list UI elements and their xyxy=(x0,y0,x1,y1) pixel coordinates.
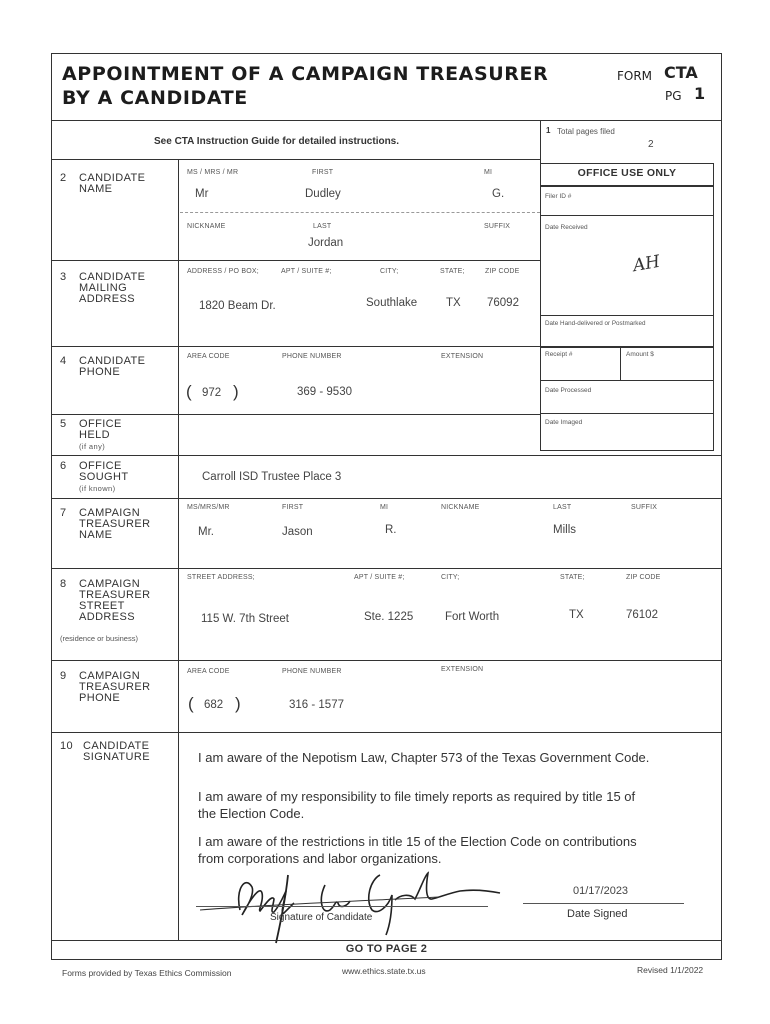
s2-suffix-field: SUFFIX xyxy=(484,223,511,230)
s9-label: 9 CAMPAIGN TREASURER PHONE xyxy=(60,670,151,704)
s4-phone-value: 369 - 9530 xyxy=(297,386,352,398)
page-label: PG xyxy=(665,89,682,103)
s3-address-field: ADDRESS / PO BOX; xyxy=(187,268,259,275)
s2-title-value: Mr xyxy=(195,188,209,200)
footer-provider: Forms provided by Texas Ethics Commission xyxy=(62,968,232,978)
form-title-line2: BY A CANDIDATE xyxy=(62,87,248,109)
divider xyxy=(541,315,713,316)
signature-label: Signature of Candidate xyxy=(270,912,373,923)
s4-phone-field: PHONE NUMBER xyxy=(282,353,342,360)
s8-apt-value: Ste. 1225 xyxy=(364,611,414,623)
date-processed-label: Date Processed xyxy=(545,387,592,394)
divider xyxy=(51,260,541,261)
total-pages-num: 1 xyxy=(546,126,551,135)
divider xyxy=(51,120,722,121)
footer-revised: Revised 1/1/2022 xyxy=(637,965,704,975)
s3-apt-field: APT / SUITE #; xyxy=(281,268,332,275)
divider xyxy=(51,414,541,415)
s3-zip-value: 76092 xyxy=(487,297,519,309)
s9-phone-value: 316 - 1577 xyxy=(289,699,344,711)
s4-area-field: AREA CODE xyxy=(187,353,230,360)
s8-street-field: STREET ADDRESS; xyxy=(187,574,255,581)
date-signed-value: 01/17/2023 xyxy=(573,885,629,897)
divider xyxy=(51,660,722,661)
divider xyxy=(51,455,722,456)
receipt-label: Receipt # xyxy=(545,351,573,358)
total-pages-value: 2 xyxy=(648,139,654,150)
s4-ext-field: EXTENSION xyxy=(441,353,484,360)
restrictions-statement-2: from corporations and labor organizations. xyxy=(198,851,442,866)
s3-city-value: Southlake xyxy=(366,297,418,309)
divider xyxy=(51,940,722,941)
s7-title-value: Mr. xyxy=(198,526,214,538)
s8-street-value: 115 W. 7th Street xyxy=(201,613,290,625)
date-line xyxy=(523,903,684,904)
s3-city-field: CITY; xyxy=(380,268,399,275)
date-hand-label: Date Hand-delivered or Postmarked xyxy=(545,320,646,327)
s6-office-value: Carroll ISD Trustee Place 3 xyxy=(202,471,342,483)
instructions-text: See CTA Instruction Guide for detailed instructions. xyxy=(154,136,400,147)
nepotism-statement: I am aware of the Nepotism Law, Chapter 573 of the Texas Government Code. xyxy=(198,750,650,765)
s2-last-field: LAST xyxy=(313,223,332,230)
s3-address-value: 1820 Beam Dr. xyxy=(199,300,276,312)
s9-area-value: 682 xyxy=(204,699,224,711)
office-initials: AH xyxy=(631,251,662,277)
s4-area-open: ( xyxy=(186,382,192,401)
s3-state-field: STATE; xyxy=(440,268,465,275)
date-received-label: Date Received xyxy=(545,224,588,231)
form-title-line1: APPOINTMENT OF A CAMPAIGN TREASURER xyxy=(62,63,549,85)
s7-title-field: MS/MRS/MR xyxy=(187,504,230,511)
form-code: CTA xyxy=(664,63,698,82)
s8-state-field: STATE; xyxy=(560,574,585,581)
divider xyxy=(51,568,722,569)
s7-mi-value: R. xyxy=(385,524,397,536)
s4-area-value: 972 xyxy=(202,387,222,399)
divider xyxy=(541,185,713,187)
reports-statement-2: the Election Code. xyxy=(198,806,305,821)
date-signed-label: Date Signed xyxy=(567,908,628,920)
s7-label: 7 CAMPAIGN TREASURER NAME xyxy=(60,507,151,541)
divider xyxy=(620,346,621,381)
s5-label: 5 OFFICE HELD (if any) xyxy=(60,418,122,451)
divider xyxy=(541,413,713,414)
s7-mi-field: MI xyxy=(380,504,389,511)
s10-label: 10 CANDIDATE SIGNATURE xyxy=(60,740,150,763)
s8-label: 8 CAMPAIGN TREASURER STREET ADDRESS xyxy=(60,578,151,623)
s3-state-value: TX xyxy=(446,297,461,309)
s8-city-field: CITY; xyxy=(441,574,460,581)
divider xyxy=(541,380,713,381)
s9-area-open: ( xyxy=(188,694,194,713)
s2-last-value: Jordan xyxy=(308,237,344,249)
s7-first-field: FIRST xyxy=(282,504,304,511)
divider xyxy=(541,215,713,216)
amount-label: Amount $ xyxy=(626,351,654,358)
s4-area-close: ) xyxy=(233,382,239,401)
s2-mi-field: MI xyxy=(484,169,493,176)
office-use-title: OFFICE USE ONLY xyxy=(577,167,677,179)
s8-residence-note: (residence or business) xyxy=(60,634,138,643)
s9-area-close: ) xyxy=(235,694,241,713)
s6-label: 6 OFFICE SOUGHT (if known) xyxy=(60,460,129,493)
divider xyxy=(51,732,722,733)
s2-title-field: MS / MRS / MR xyxy=(187,169,239,176)
divider xyxy=(180,212,540,213)
label-column-border xyxy=(178,159,179,941)
divider xyxy=(541,346,713,348)
s9-ext-field: EXTENSION xyxy=(441,666,484,673)
s4-label: 4 CANDIDATE PHONE xyxy=(60,355,146,378)
s7-nickname-field: NICKNAME xyxy=(441,504,480,511)
s2-first-field: FIRST xyxy=(312,169,334,176)
restrictions-statement-1: I am aware of the restrictions in title 15 of the Election Code on contributions xyxy=(198,834,637,849)
s9-area-field: AREA CODE xyxy=(187,668,230,675)
divider xyxy=(51,346,541,347)
s8-state-value: TX xyxy=(569,609,584,621)
s8-apt-field: APT / SUITE #; xyxy=(354,574,405,581)
filer-id-label: Filer ID # xyxy=(545,193,572,200)
total-pages-label: Total pages filed xyxy=(557,127,615,136)
s8-city-value: Fort Worth xyxy=(445,611,500,623)
office-use-box xyxy=(540,163,714,451)
s9-phone-field: PHONE NUMBER xyxy=(282,668,342,675)
s8-zip-value: 76102 xyxy=(626,609,658,621)
reports-statement-1: I am aware of my responsibility to file timely reports as required by title 15 of xyxy=(198,789,636,804)
s8-zip-field: ZIP CODE xyxy=(626,574,661,581)
date-imaged-label: Date Imaged xyxy=(545,419,583,426)
divider xyxy=(51,159,541,160)
divider xyxy=(51,498,722,499)
s3-label: 3 CANDIDATE MAILING ADDRESS xyxy=(60,271,146,305)
s3-zip-field: ZIP CODE xyxy=(485,268,520,275)
s7-last-value: Mills xyxy=(553,524,576,536)
s7-last-field: LAST xyxy=(553,504,572,511)
s2-nickname-field: NICKNAME xyxy=(187,223,226,230)
go-to-page-2: GO TO PAGE 2 xyxy=(345,943,428,955)
signature-line xyxy=(196,906,488,907)
candidate-signature xyxy=(200,855,520,945)
form-label: FORM xyxy=(617,69,653,83)
s7-suffix-field: SUFFIX xyxy=(631,504,658,511)
s2-mi-value: G. xyxy=(492,188,505,200)
s2-label: 2 CANDIDATE NAME xyxy=(60,172,146,195)
s7-first-value: Jason xyxy=(282,526,313,538)
footer-website: www.ethics.state.tx.us xyxy=(342,966,426,976)
s2-first-value: Dudley xyxy=(305,188,341,200)
page-number: 1 xyxy=(694,84,706,103)
